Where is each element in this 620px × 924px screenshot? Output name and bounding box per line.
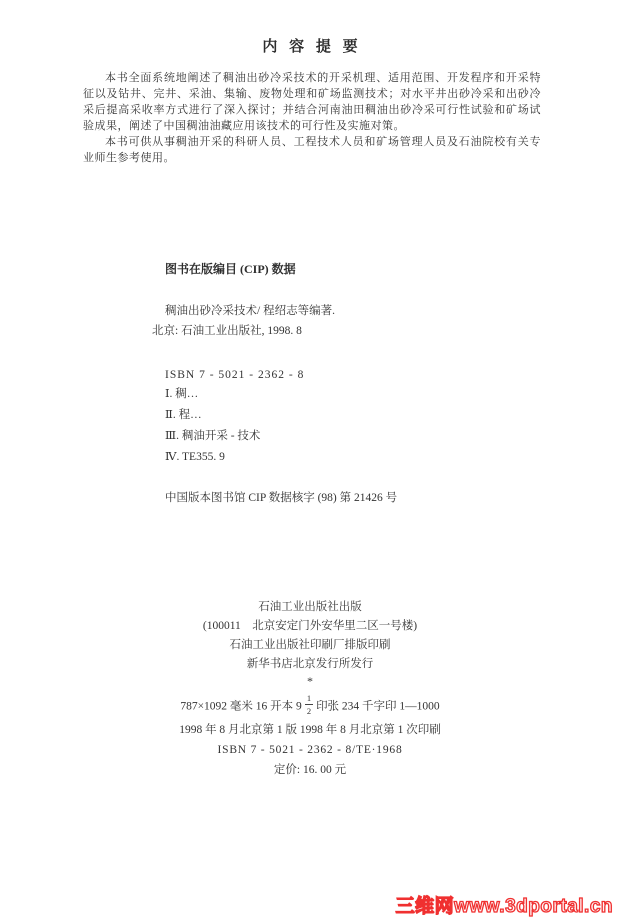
cip-isbn: ISBN 7 - 5021 - 2362 - 8: [165, 369, 305, 381]
cip-heading: 图书在版编目 (CIP) 数据: [165, 262, 296, 276]
one-half-fraction: [305, 694, 313, 715]
cip-publisher-line: 北京: 石油工业出版社, 1998. 8: [152, 325, 302, 337]
summary-paragraph-1: 本书全面系统地阐述了稠油出砂冷采技术的开采机理、适用范围、开发程序和开采特征以及钻井、完井、采油、集输、废物处理和矿场监测技术；对水平井出砂冷采和出砂冷采后提高采收率方式进行了深入探讨；并结合河南油田稠油出砂冷采可行性试验和矿场试验成果，阐述了中国稠油油藏应用该技术的可行性及实施对策。: [83, 72, 541, 132]
content-summary: [83, 70, 541, 166]
colophon-distributor-line: 新华书店北京发行所发行: [246, 658, 374, 670]
print-edition-line: 1998 年 8 月北京第 1 版 1998 年 8 月北京第 1 次印刷: [179, 724, 441, 737]
summary-paragraph-2: 本书可供从事稠油开采的科研人员、工程技术人员和矿场管理人员及石油院校有关专业师生参考使用。: [83, 136, 541, 164]
page-title: 内 容 提 要: [262, 39, 358, 55]
fraction-numerator: 1: [306, 693, 312, 703]
colophon-address-line: (100011 北京安定门外安华里二区一号楼): [202, 620, 418, 632]
fraction-denominator: 2: [306, 705, 312, 716]
cip-block: [152, 261, 398, 506]
format-spec-line: [0, 694, 620, 716]
cip-book-title-line: 稠油出砂冷采技术/ 程绍志等编著.: [165, 305, 335, 317]
asterisk-divider: *: [307, 674, 313, 688]
isbn-book-number-line: ISBN 7 - 5021 - 2362 - 8/TE·1968: [217, 744, 403, 757]
colophon-publisher-line: 石油工业出版社出版: [258, 601, 362, 613]
format-prefix: 787×1092 毫米 16 开本 9: [180, 700, 302, 713]
price-line: 定价: 16. 00 元: [273, 764, 347, 777]
cip-item-3: Ⅲ. 稠油开采 - 技术: [165, 430, 261, 442]
cip-item-1: Ⅰ. 稠…: [165, 388, 199, 400]
colophon-block: [0, 598, 620, 780]
cip-item-4: Ⅳ. TE355. 9: [165, 451, 225, 463]
cip-record-number: 中国版本图书馆 CIP 数据核字 (98) 第 21426 号: [165, 492, 398, 504]
format-suffix: 印张 234 千字印 1—1000: [316, 700, 440, 713]
watermark-3dportal: 三维网www.3dportal.cn: [395, 896, 613, 917]
cip-item-2: Ⅱ. 程…: [165, 409, 202, 421]
colophon-printer-line: 石油工业出版社印刷厂排版印刷: [229, 639, 391, 651]
